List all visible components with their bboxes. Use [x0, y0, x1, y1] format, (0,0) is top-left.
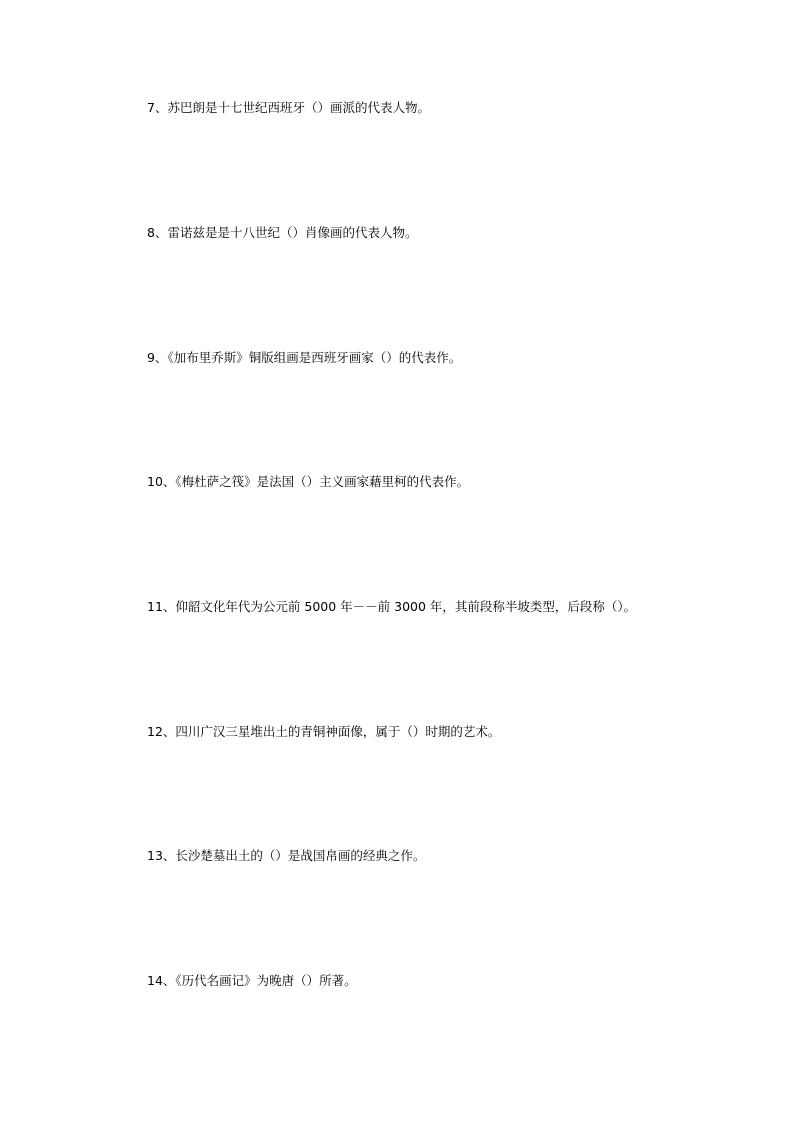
question-13: 13、长沙楚墓出土的（）是战国帛画的经典之作。 — [147, 848, 426, 863]
question-10: 10、《梅杜萨之筏》是法国（）主义画家藉里柯的代表作。 — [147, 474, 470, 489]
question-12: 12、四川广汉三星堆出土的青铜神面像，属于（）时期的艺术。 — [147, 724, 501, 739]
question-11: 11、仰韶文化年代为公元前 5000 年－－前 3000 年，其前段称半坡类型，后段称（）。 — [147, 599, 637, 614]
question-7: 7、苏巴朗是十七世纪西班牙（）画派的代表人物。 — [147, 100, 430, 115]
question-14: 14、《历代名画记》为晚唐（）所著。 — [147, 973, 357, 988]
question-8: 8、雷诺兹是是十八世纪（）肖像画的代表人物。 — [147, 225, 418, 240]
question-9: 9、《加布里乔斯》铜版组画是西班牙画家（）的代表作。 — [147, 350, 462, 365]
